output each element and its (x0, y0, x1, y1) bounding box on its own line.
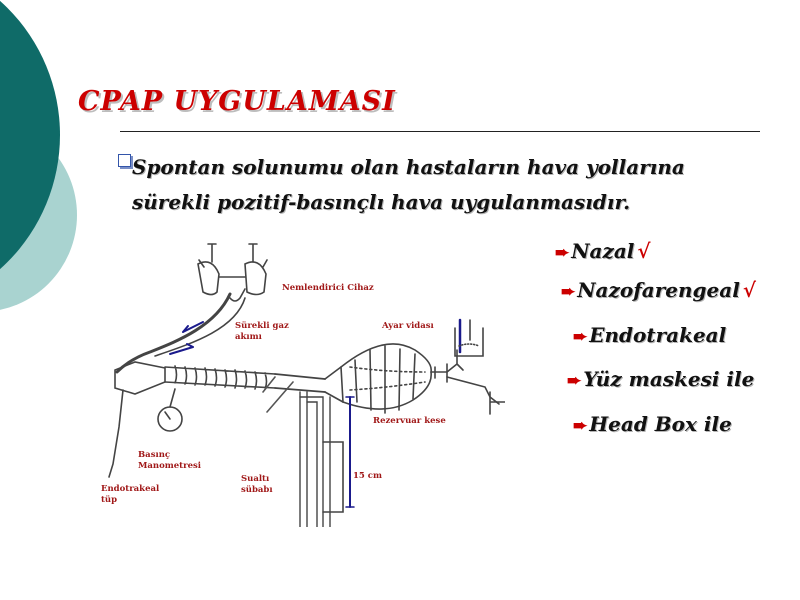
method-label: Head Box ile (589, 412, 732, 436)
underwater-valve (300, 392, 354, 527)
pointing-hand-icon: ➨ (567, 371, 582, 391)
title-divider (120, 131, 760, 132)
label-reservoir-bag: Rezervuar kese (373, 416, 446, 426)
label-manometer-2: Manometresi (138, 461, 201, 471)
reservoir-bag (341, 344, 431, 413)
method-item (561, 278, 756, 302)
label-adjust-valve: Ayar vidası (382, 321, 434, 331)
method-item (567, 367, 754, 391)
tube-connector (115, 362, 165, 394)
method-label: Yüz maskesi ile (583, 367, 755, 391)
label-endotracheal-2: tüp (101, 495, 118, 505)
label-manometer-1: Basınç (138, 450, 171, 460)
pointing-hand-icon: ➨ (555, 243, 570, 263)
method-label: Endotrakeal (589, 323, 727, 347)
pointing-hand-icon: ➨ (561, 282, 576, 302)
label-underwater-1: Sualtı (241, 474, 270, 484)
square-bullet-icon (118, 154, 131, 167)
humidifier-device (198, 244, 267, 301)
slide-title: CPAP UYGULAMASI (78, 86, 396, 117)
method-label: Nazofarengeal (577, 278, 740, 302)
label-underwater-2: sübabı (241, 485, 273, 495)
diagram-labels (101, 283, 446, 505)
label-endotracheal-1: Endotrakeal (101, 484, 160, 494)
label-continuous-flow-2: akımı (235, 332, 262, 342)
method-item (573, 412, 732, 436)
pointing-hand-icon: ➨ (573, 327, 588, 347)
method-item (555, 239, 651, 263)
corrugated-tube (165, 366, 275, 389)
definition-line-1: Spontan solunumu olan hastaların hava yollarına (132, 155, 685, 179)
method-item (573, 323, 726, 347)
method-label: Nazal (571, 239, 635, 263)
checkmark-icon: √ (742, 278, 756, 302)
label-humidifier: Nemlendirici Cihaz (282, 283, 374, 293)
water-jar (455, 320, 483, 356)
pointing-hand-icon: ➨ (573, 416, 588, 436)
cpap-diagram (95, 232, 505, 527)
definition-bullet (118, 150, 758, 220)
label-continuous-flow-1: Sürekli gaz (235, 321, 289, 331)
checkmark-icon: √ (637, 239, 651, 263)
definition-text (132, 150, 758, 220)
label-depth: 15 cm (353, 471, 382, 481)
definition-line-2: sürekli pozitif-basınçlı hava uygulanmasıdır. (132, 190, 631, 214)
